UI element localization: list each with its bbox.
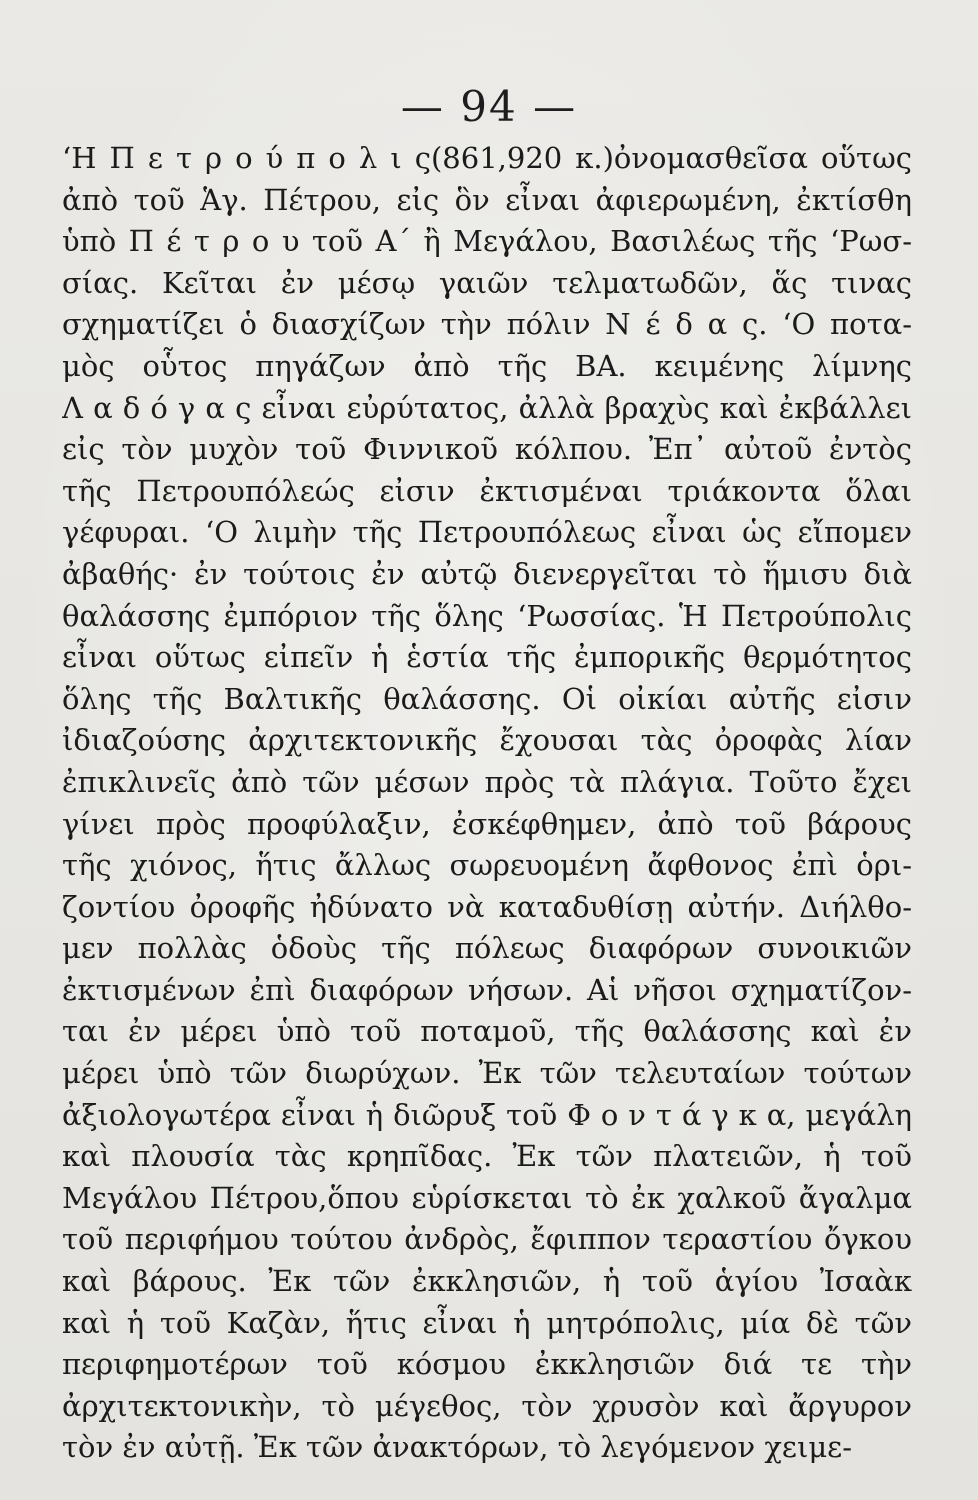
text-line: ἐπικλινεῖς ἀπὸ τῶν μέσων πρὸς τὰ πλάγια. Τοῦτο ἔχει [62, 764, 912, 799]
text-line: μεν πολλὰς ὁδοὺς τῆς πόλεως διαφόρων συνοικιῶν [62, 931, 912, 966]
text-line: ἀξιολογωτέρα εἶναι ἡ διῶρυξ τοῦ Φ ο ν τ ά γ κ α, μεγάλη [62, 1097, 912, 1132]
text-line: μέρει ὑπὸ τῶν διωρύχων. Ἐκ τῶν τελευταίων τούτων [62, 1056, 912, 1091]
text-line: εἶναι οὕτως εἰπεῖν ἡ ἑστία τῆς ἐμπορικῆς θερμότητος [62, 640, 912, 675]
text-line: τῆς Πετρουπόλεώς εἰσιν ἐκτισμέναι τριάκοντα ὅλαι [62, 473, 912, 508]
text-line: ται ἐν μέρει ὑπὸ τοῦ ποταμοῦ, τῆς θαλάσσης καὶ ἐν [62, 1014, 912, 1049]
text-line: σίας. Κεῖται ἐν μέσῳ γαιῶν τελματωδῶν, ἅς τινας [62, 265, 912, 300]
text-line: καὶ ἡ τοῦ Καζὰν, ἥτις εἶναι ἡ μητρόπολις, μία δὲ τῶν [62, 1305, 912, 1340]
text-line: ζοντίου ὀροφῆς ἠδύνατο νὰ καταδυθίσῃ αὐτήν. Διήλθο- [62, 889, 912, 924]
text-line: τοῦ περιφήμου τούτου ἀνδρὸς, ἔφιππον τεραστίου ὄγκου [62, 1222, 912, 1257]
text-line: Λ α δ ό γ α ς εἶναι εὐρύτατος, ἀλλὰ βραχὺς καὶ ἐκβάλλει [62, 390, 912, 425]
text-line: Μεγάλου Πέτρου,ὅπου εὑρίσκεται τὸ ἐκ χαλκοῦ ἄγαλμα [62, 1180, 912, 1215]
text-line: τὸν ἐν αὐτῇ. Ἐκ τῶν ἀνακτόρων, τὸ λεγόμενον χειμε- [62, 1430, 852, 1465]
text-line: ἀρχιτεκτονικὴν, τὸ μέγεθος, τὸν χρυσὸν καὶ ἄργυρον [62, 1388, 912, 1423]
text-line: καὶ βάρους. Ἐκ τῶν ἐκκλησιῶν, ἡ τοῦ ἁγίου Ἰσαὰκ [62, 1264, 912, 1299]
text-line: ἀπὸ τοῦ Ἁγ. Πέτρου, εἰς ὃν εἶναι ἀφιερωμένη, ἐκτίσθη [62, 182, 912, 217]
text-line: ἀβαθής· ἐν τούτοις ἐν αὐτῷ διενεργεῖται τὸ ἥμισυ διὰ [62, 556, 912, 591]
text-line: ἰδιαζούσης ἀρχιτεκτονικῆς ἔχουσαι τὰς ὀροφὰς λίαν [62, 723, 912, 758]
text-line: τῆς χιόνος, ἥτις ἄλλως σωρευομένη ἄφθονος ἐπὶ ὁρι- [62, 848, 912, 883]
text-line: ‘Η Π ε τ ρ ο ύ π ο λ ι ς(861,920 κ.)ὀνομασθεῖσα οὕτως [62, 141, 912, 175]
body-text [62, 138, 912, 1469]
text-line: ὅλης τῆς Βαλτικῆς θαλάσσης. Οἱ οἰκίαι αὐτῆς εἰσιν [62, 681, 912, 716]
text-line: εἰς τὸν μυχὸν τοῦ Φιννικοῦ κόλπου. Ἐπ᾽ αὐτοῦ ἐντὸς [62, 432, 912, 467]
text-line: περιφημοτέρων τοῦ κόσμου ἐκκλησιῶν διά τε τὴν [62, 1347, 912, 1382]
text-line: γίνει πρὸς προφύλαξιν, ἐσκέφθημεν, ἀπὸ τοῦ βάρους [62, 806, 912, 841]
page-number: — 94 — [400, 82, 578, 131]
text-line: ὑπὸ Π έ τ ρ ο υ τοῦ Α΄ ἢ Μεγάλου, Βασιλέως τῆς ‘Ρωσ- [62, 224, 912, 259]
text-line: ἐκτισμένων ἐπὶ διαφόρων νήσων. Αἱ νῆσοι σχηματίζον- [62, 972, 912, 1007]
text-line: θαλάσσης ἐμπόριον τῆς ὅλης ‘Ρωσσίας. Ἡ Πετρούπολις [62, 598, 912, 633]
text-line: καὶ πλουσία τὰς κρηπῖδας. Ἐκ τῶν πλατειῶν, ἡ τοῦ [62, 1139, 912, 1174]
text-line: μὸς οὗτος πηγάζων ἀπὸ τῆς ΒΑ. κειμένης λίμνης [62, 348, 912, 383]
text-line: σχηματίζει ὁ διασχίζων τὴν πόλιν Ν έ δ α ς. ‘Ο ποτα- [62, 307, 912, 342]
text-line: γέφυραι. ‘Ο λιμὴν τῆς Πετρουπόλεως εἶναι ὡς εἴπομεν [62, 515, 912, 550]
